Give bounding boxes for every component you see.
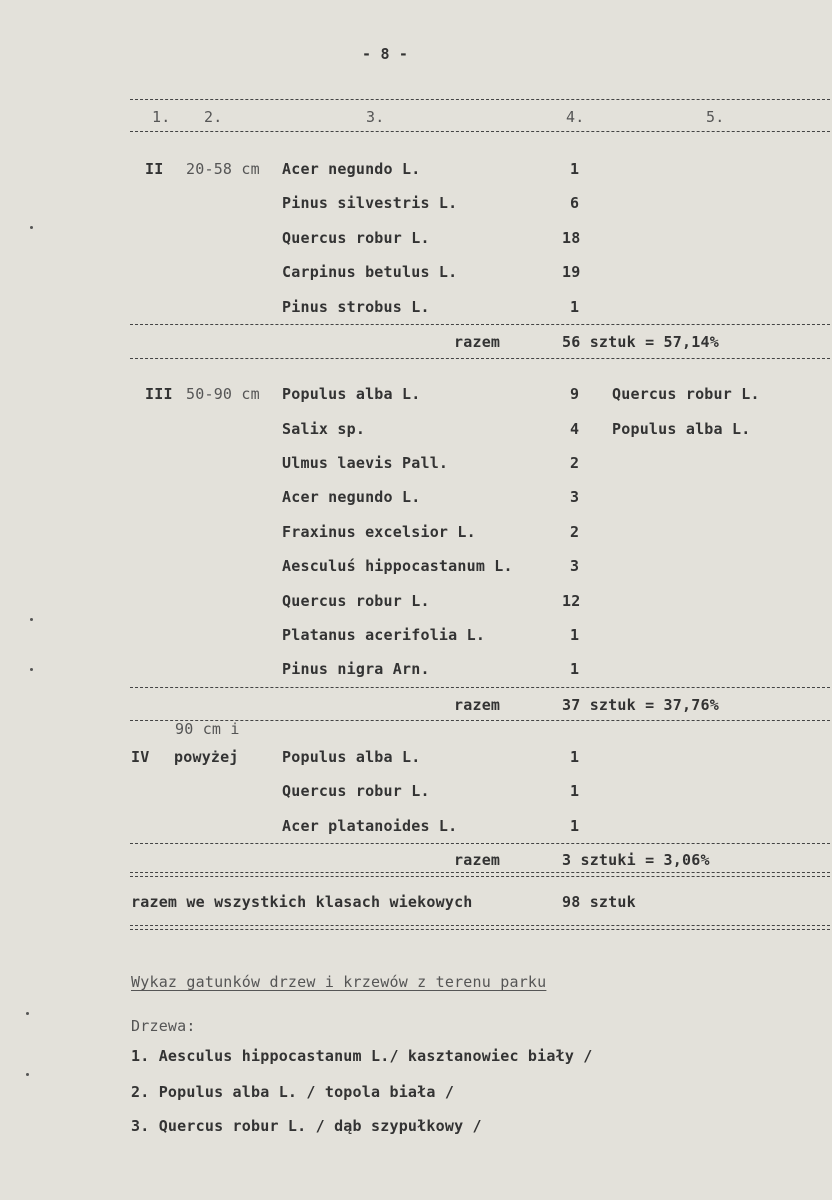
section-rule <box>130 843 830 844</box>
species-count: 1 <box>570 626 580 644</box>
column-header-2: 2. <box>204 108 223 126</box>
column-header-4: 4. <box>566 108 585 126</box>
species-name: Acer negundo L. <box>282 160 421 178</box>
section-rule <box>130 358 830 359</box>
margin-speck <box>26 1073 29 1076</box>
species-count: 2 <box>570 523 580 541</box>
species-count: 3 <box>570 488 580 506</box>
section-title: Wykaz gatunków drzew i krzewów z terenu parku <box>131 973 547 991</box>
column-5-note: Populus alba L. <box>612 420 751 438</box>
class-ii-range: 20-58 cm <box>186 160 260 178</box>
header-top-rule <box>130 99 830 100</box>
class-iii-numeral: III <box>145 385 173 403</box>
column-header-3: 3. <box>366 108 385 126</box>
grand-total-label: razem we wszystkich klasach wiekowych <box>131 893 473 911</box>
list-item: 2. Populus alba L. / topola biała / <box>131 1083 455 1101</box>
double-rule <box>130 925 830 930</box>
class-iii-total-value: 37 sztuk = 37,76% <box>562 696 719 714</box>
species-count: 19 <box>562 263 581 281</box>
species-count: 9 <box>570 385 580 403</box>
species-count: 1 <box>570 160 580 178</box>
species-count: 1 <box>570 782 580 800</box>
section-rule <box>130 324 830 325</box>
species-count: 3 <box>570 557 580 575</box>
species-name: Carpinus betulus L. <box>282 263 458 281</box>
class-iv-total-label: razem <box>454 851 501 869</box>
species-name: Populus alba L. <box>282 748 421 766</box>
species-name: Pinus silvestris L. <box>282 194 458 212</box>
species-count: 2 <box>570 454 580 472</box>
list-item: 3. Quercus robur L. / dąb szypułkowy / <box>131 1117 482 1135</box>
species-name: Ulmus laevis Pall. <box>282 454 449 472</box>
column-5-note: Quercus robur L. <box>612 385 760 403</box>
species-name: Salix sp. <box>282 420 366 438</box>
class-iii-total-label: razem <box>454 696 501 714</box>
species-count: 4 <box>570 420 580 438</box>
margin-speck <box>26 1012 29 1015</box>
species-name: Platanus acerifolia L. <box>282 626 486 644</box>
species-name: Acer negundo L. <box>282 488 421 506</box>
species-count: 18 <box>562 229 581 247</box>
page-number: - 8 - <box>362 45 409 63</box>
class-ii-total-value: 56 sztuk = 57,14% <box>562 333 719 351</box>
margin-speck <box>30 668 33 671</box>
section-rule <box>130 687 830 688</box>
species-count: 1 <box>570 748 580 766</box>
column-header-5: 5. <box>706 108 725 126</box>
species-name: Populus alba L. <box>282 385 421 403</box>
subheading: Drzewa: <box>131 1017 196 1035</box>
class-iv-range-line2: powyżej <box>174 748 239 766</box>
species-count: 12 <box>562 592 581 610</box>
class-iv-range-line1: 90 cm i <box>175 720 240 738</box>
species-name: Acer platanoides L. <box>282 817 458 835</box>
species-count: 1 <box>570 817 580 835</box>
margin-speck <box>30 226 33 229</box>
species-name: Fraxinus excelsior L. <box>282 523 476 541</box>
list-item: 1. Aesculus hippocastanum L./ kasztanowiec biały / <box>131 1047 593 1065</box>
species-name: Quercus robur L. <box>282 782 430 800</box>
class-iv-numeral: IV <box>131 748 150 766</box>
double-rule <box>130 872 830 877</box>
species-count: 1 <box>570 660 580 678</box>
class-ii-total-label: razem <box>454 333 501 351</box>
margin-speck <box>30 618 33 621</box>
species-count: 1 <box>570 298 580 316</box>
column-header-1: 1. <box>152 108 171 126</box>
species-name: Quercus robur L. <box>282 592 430 610</box>
species-name: Pinus strobus L. <box>282 298 430 316</box>
class-iii-range: 50-90 cm <box>186 385 260 403</box>
header-bottom-rule <box>130 131 830 132</box>
class-iv-total-value: 3 sztuki = 3,06% <box>562 851 710 869</box>
species-count: 6 <box>570 194 580 212</box>
species-name: Quercus robur L. <box>282 229 430 247</box>
class-ii-numeral: II <box>145 160 164 178</box>
species-name: Aesculuś hippocastanum L. <box>282 557 513 575</box>
grand-total-value: 98 sztuk <box>562 893 636 911</box>
species-name: Pinus nigra Arn. <box>282 660 430 678</box>
